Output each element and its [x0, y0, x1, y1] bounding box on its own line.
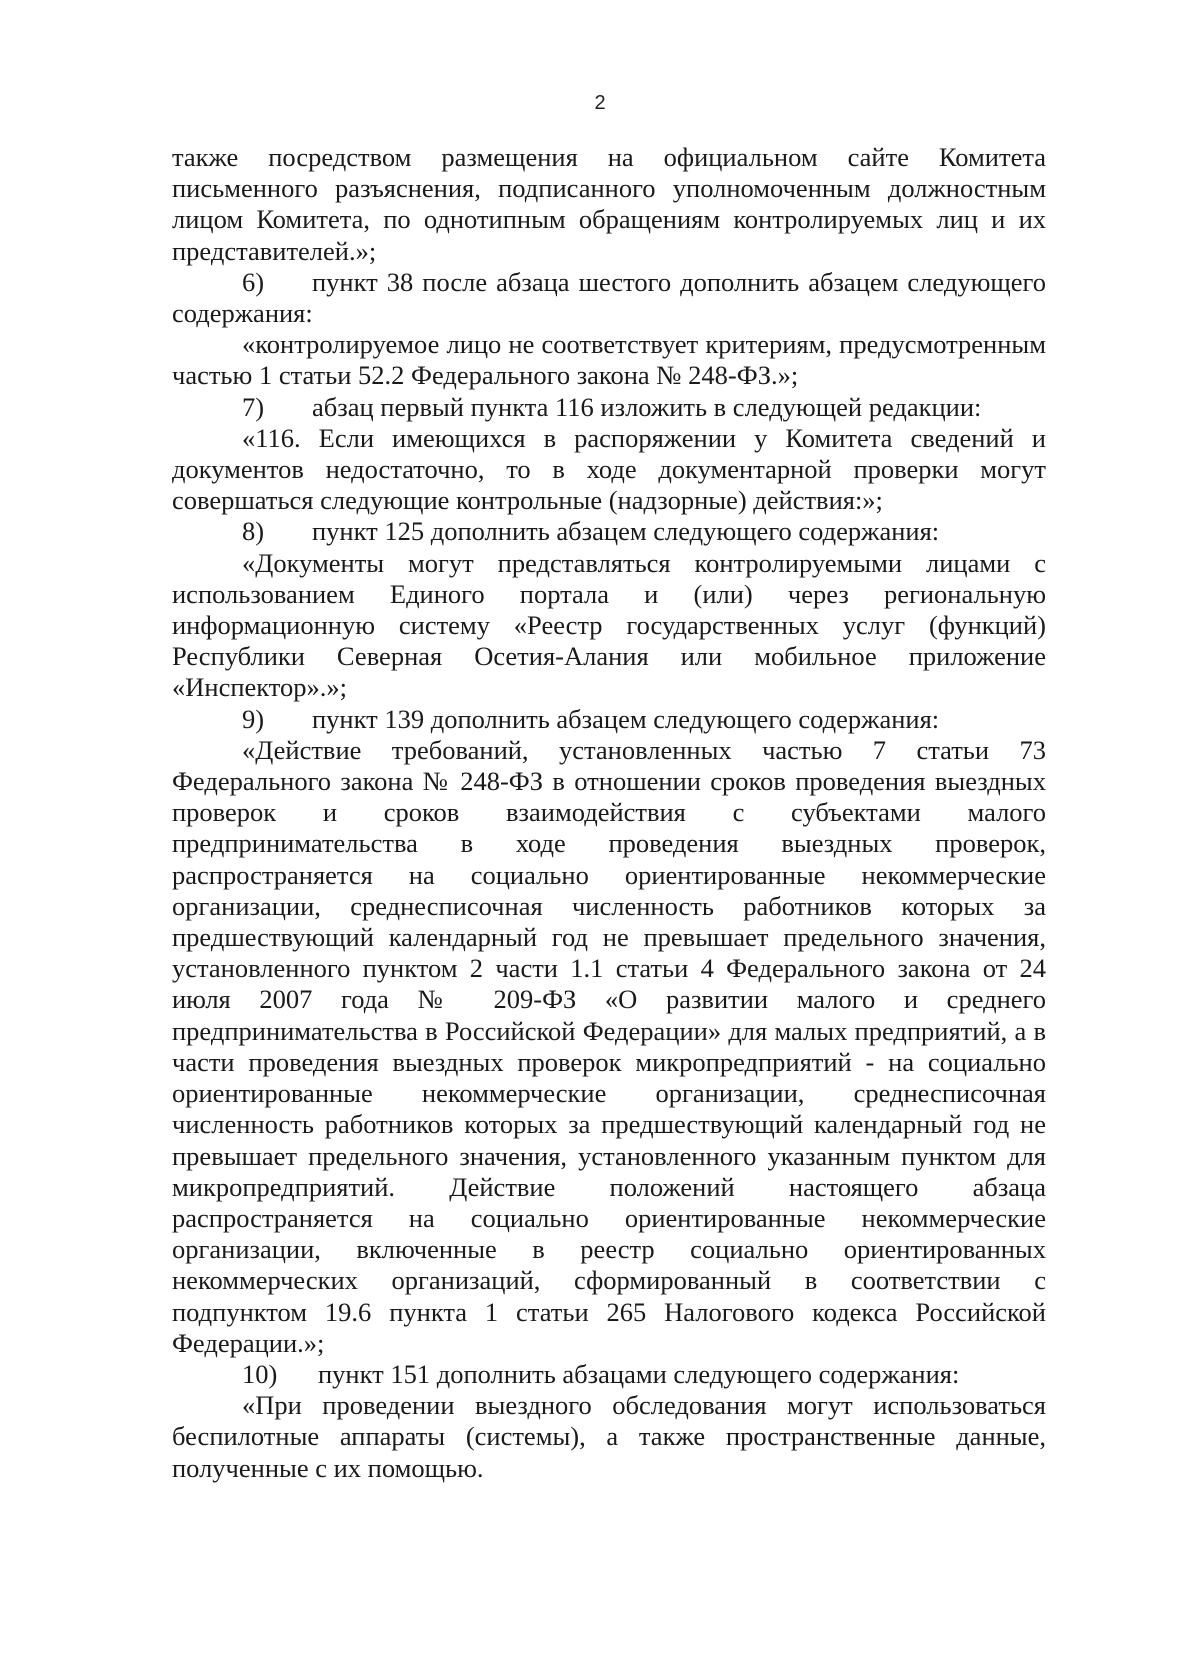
page-number: 2 [594, 92, 606, 114]
list-item-number: 9) [242, 703, 265, 734]
list-item-text: пункт 38 после абзаца шестого дополнить абзацем следующего содержания: [172, 266, 1046, 329]
quoted-amendment: «116. Если имеющихся в распоряжении у Комитета сведений и документов недостаточно, то в ходе документарной проверки могут совершаться следующие контрольные (надзорные) действия:»; [172, 422, 1046, 516]
document-body [172, 142, 1046, 1484]
list-item-7 [172, 392, 1046, 423]
list-item-10 [172, 1359, 1046, 1390]
list-item-number: 10) [242, 1358, 278, 1389]
list-item-text: абзац первый пункта 116 изложить в следующей редакции: [312, 391, 982, 422]
list-item-text: пункт 151 дополнить абзацами следующего содержания: [318, 1358, 960, 1389]
paragraph-continuation: также посредством размещения на официальном сайте Комитета письменного разъяснения, подписанного уполномоченным должностным лицом Комитета, по однотипным обращениям контролируемых лиц и их представителей.»; [172, 142, 1046, 266]
list-item-text: пункт 139 дополнить абзацем следующего содержания: [312, 703, 940, 734]
list-item-9 [172, 704, 1046, 735]
list-item-number: 8) [242, 516, 265, 547]
quoted-amendment: «контролируемое лицо не соответствует критериям, предусмотренным частью 1 статьи 52.2 Федерального закона № 248-ФЗ.»; [172, 329, 1046, 391]
list-item-6 [172, 267, 1046, 329]
quoted-amendment: «Действие требований, установленных частью 7 статьи 73 Федерального закона № 248-ФЗ в отношении сроков проведения выездных проверок и сроков взаимодействия с субъектами малого предпринимательства в ходе проведения выездных проверок, распространяется на социально ориентированные некоммерческие организации, среднесписочная численность работников которых за предшествующий календарный год не превышает предельного значения, установленного пунктом 2 части 1.1 статьи 4 Федерального закона от 24 июля 2007 года № 209-ФЗ «О развитии малого и среднего предпринимательства в Российской Федерации» для малых предприятий, а в части проведения выездных проверок микропредприятий - на социально ориентированные некоммерческие организации, среднесписочная численность работников которых за предшествующий календарный год не превышает предельного значения, установленного указанным пунктом для микропредприятий. Действие положений настоящего абзаца распространяется на социально ориентированные некоммерческие организации, включенные в реестр социально ориентированных некоммерческих организаций, сформированный в соответствии с подпунктом 19.6 пункта 1 статьи 265 Налогового кодекса Российской Федерации.»; [172, 734, 1046, 1358]
list-item-text: пункт 125 дополнить абзацем следующего содержания: [312, 516, 940, 547]
list-item-8 [172, 516, 1046, 547]
list-item-number: 7) [242, 391, 265, 422]
list-item-number: 6) [242, 266, 265, 297]
quoted-amendment: «Документы могут представляться контролируемыми лицами с использованием Единого портала и (или) через региональную информационную систему «Реестр государственных услуг (функций) Республики Северная Осетия-Алания или мобильное приложение «Инспектор».»; [172, 547, 1046, 703]
quoted-amendment: «При проведении выездного обследования могут использоваться беспилотные аппараты (системы), а также пространственные данные, полученные с их помощью. [172, 1390, 1046, 1483]
